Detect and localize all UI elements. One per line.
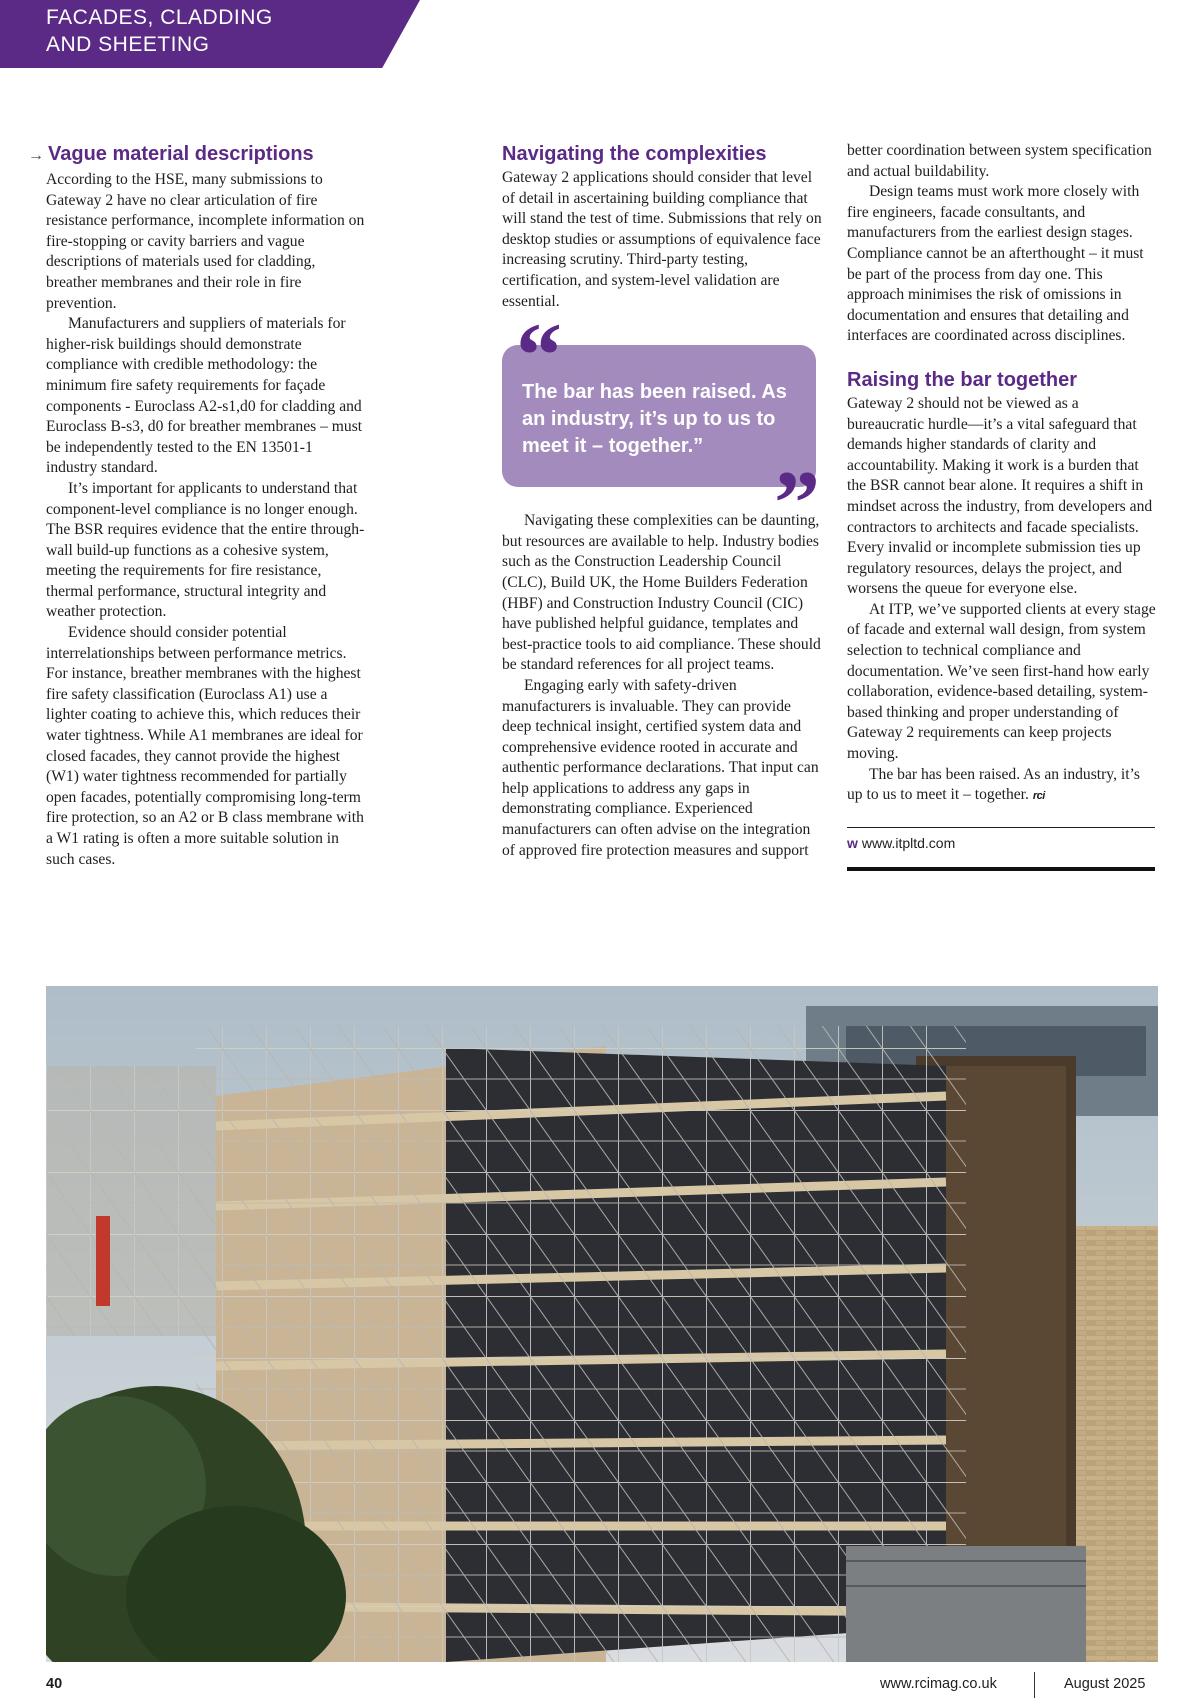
- paragraph: Gateway 2 should not be viewed as a bureaucratic hurdle—it’s a vital safeguard that demands higher standards of clarity and accountability. Making it work is a burden that the BSR cannot bear alone. It requires a shift in mindset across the industry, from developers and contractors to architects and facade specialists. Every invalid or incomplete submission ties up regulatory resources, delays the project, and worsens the queue for everyone else.: [847, 394, 1153, 598]
- heading-text: Vague material descriptions: [48, 143, 314, 165]
- heading-navigating: Navigating the complexities: [502, 143, 767, 165]
- section-title: [46, 4, 376, 58]
- footer-divider: [1034, 1672, 1035, 1698]
- footer-website[interactable]: www.rcimag.co.uk: [880, 1676, 997, 1692]
- column-middle: [502, 141, 822, 861]
- pull-quote: [502, 304, 820, 555]
- construction-site-photo: [46, 986, 1158, 1662]
- brick-building: [1076, 1226, 1158, 1662]
- website-credit: [847, 827, 1155, 872]
- page-number: 40: [46, 1676, 63, 1692]
- heading-raising-bar: Raising the bar together: [847, 368, 1078, 391]
- paragraph: According to the HSE, many submissions to Gateway 2 have no clear articulation of fire resistance performance, incomplete information on fire-stopping or cavity barriers and vague descriptions of materials used for cladding, breather membranes and their role in fire prevention.: [46, 171, 365, 312]
- arrow-icon: →: [28, 147, 44, 164]
- issue-date: August 2025: [1064, 1676, 1146, 1692]
- paragraph: Engaging early with safety-driven manufacturers is invaluable. They can provide deep technical insight, certified system data and comprehensive evidence rooted in accurate and authentic performance declarations. That input can help applications to address any gaps in demonstrating compliance. Experienced manufacturers can often advise on the integration of approved fire protection measures and support: [502, 676, 819, 859]
- scaffold-building-illustration: [46, 986, 1158, 1662]
- paragraph: Manufacturers and suppliers of materials for higher-risk buildings should demonstrate compliance with credible methodology: the minimum fire safety requirements for façade components - Euroclass A2-s1,d0 for cladding and Euroclass B-s3, d0 for breather membranes – must be independently tested to the EN 13501-1 industry standard.: [46, 315, 363, 477]
- open-quote-icon: “: [516, 304, 562, 407]
- railing-structure: [846, 1546, 1086, 1662]
- section-title-line2: AND SHEETING: [46, 33, 210, 56]
- rci-end-mark: rci: [1032, 790, 1045, 803]
- pull-quote-text: The bar has been raised. As an industry, it’s up to us to meet it – together.”: [522, 381, 787, 458]
- paragraph: Evidence should consider potential interrelationships between performance metrics. For instance, breather membranes with the highest fire safety classification (Euroclass A1) use a lighter coating to achieve this, which reduces their water tightness. While A1 membranes are ideal for closed facades, they cannot provide the highest (W1) water tightness recommended for partially open facades, potentially compromising long-term fire protection, so an A2 or B class membrane with a W1 rating is often a more suitable solution in such cases.: [46, 624, 364, 868]
- paragraph: Gateway 2 applications should consider that level of detail in ascertaining building compliance that will stand the test of time. Submissions that rely on desktop studies or assumptions of equivalence face increasing scrutiny. Third-party testing, certification, and system-level validation are essential.: [502, 169, 822, 310]
- column-right: [847, 141, 1157, 871]
- paragraph-final: [847, 765, 1157, 807]
- website-link[interactable]: www.itpltd.com: [861, 834, 956, 851]
- page-footer: [0, 1676, 1200, 1698]
- paragraph: Design teams must work more closely with fire engineers, facade consultants, and manufacturers from the earliest design stages. Compliance cannot be an afterthought – it must be part of the process from day one. This approach minimises the risk of omissions in documentation and ensures that detailing and interfaces are coordinated across disciplines.: [847, 183, 1144, 345]
- red-pole: [96, 1216, 110, 1306]
- close-quote-icon: ”: [774, 452, 820, 555]
- paragraph: At ITP, we’ve supported clients at every stage of facade and external wall design, from system selection to technical compliance and documentation. We’ve seen first-hand how early collaboration, evidence-based detailing, system-based thinking and proper understanding of Gateway 2 requirements can keep projects moving.: [847, 600, 1156, 763]
- web-prefix: w: [847, 834, 858, 851]
- final-text: The bar has been raised. As an industry, it’s up to us to meet it – together.: [847, 765, 1140, 804]
- section-title-line1: FACADES, CLADDING: [46, 6, 273, 29]
- paragraph: Navigating these complexities can be daunting, but resources are available to help. Industry bodies such as the Construction Leadership Council (CLC), Build UK, the Home Builders Federation (HBF) and Construction Industry Council (CIC) have published helpful guidance, templates and best-practice tools to aid compliance. These should be standard references for all project teams.: [502, 512, 821, 674]
- paragraph: It’s important for applicants to understand that component-level compliance is no longer enough. The BSR requires evidence that the entire through-wall build-up functions as a cohesive system, meeting the requirements for fire resistance, thermal performance, structural integrity and weather protection.: [46, 479, 365, 621]
- column-left: [28, 141, 366, 870]
- paragraph: better coordination between system specification and actual buildability.: [847, 142, 1152, 180]
- heading-vague-materials: [28, 141, 366, 169]
